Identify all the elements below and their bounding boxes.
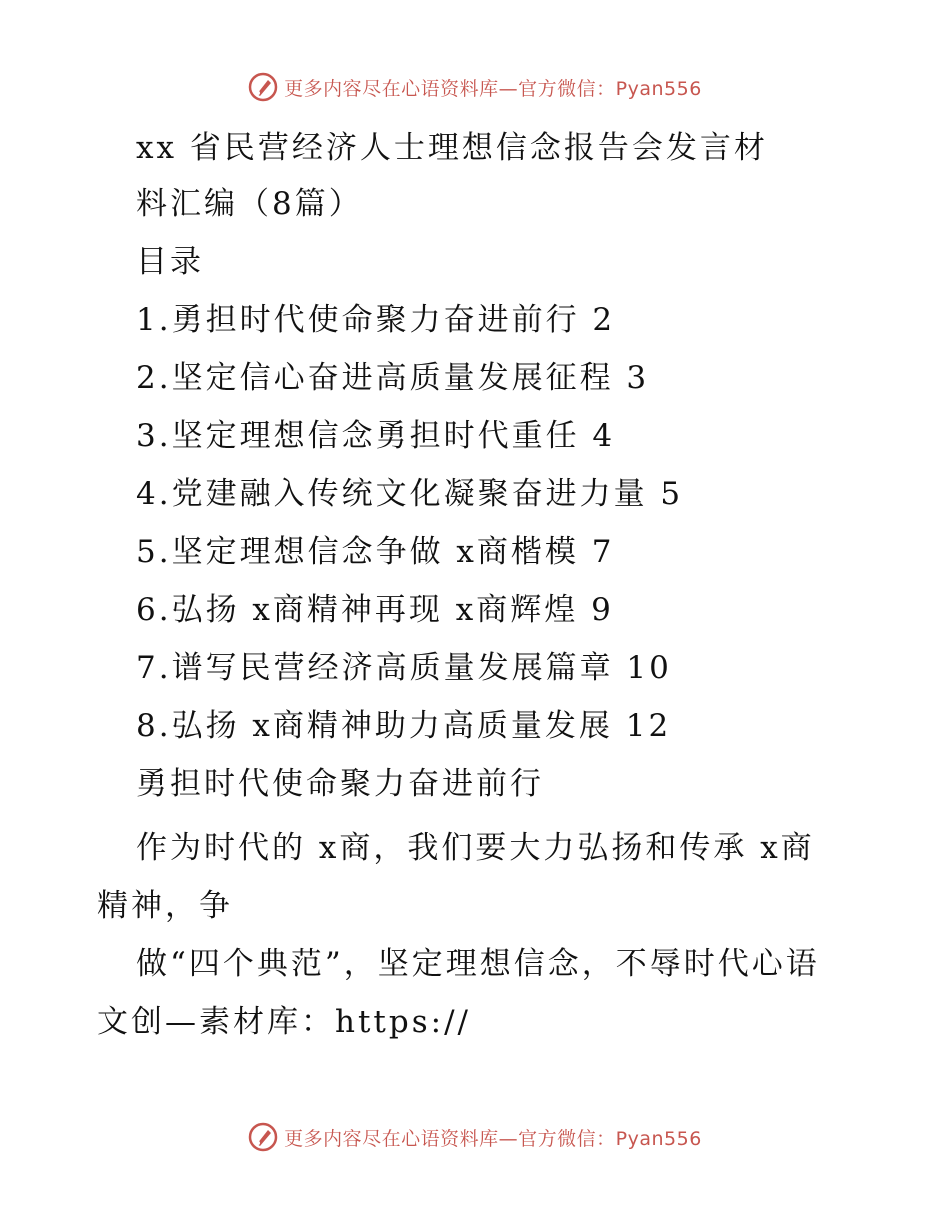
pen-logo-icon — [248, 72, 278, 102]
toc-item: 1.勇担时代使命聚力奋进前行 2 — [136, 302, 616, 338]
body-paragraph-line: 文创—素材库：https:// — [97, 1004, 471, 1040]
watermark-header — [0, 72, 950, 102]
watermark-footer — [0, 1122, 950, 1152]
toc-item: 4.党建融入传统文化凝聚奋进力量 5 — [136, 476, 684, 512]
document-title-line-1: xx 省民营经济人士理想信念报告会发言材 — [136, 130, 768, 166]
watermark-text: 更多内容尽在心语资料库—官方微信：Pyan556 — [284, 77, 702, 100]
section-heading: 勇担时代使命聚力奋进前行 — [136, 766, 544, 802]
body-paragraph-line: 做“四个典范”，坚定理想信念，不辱时代心语 — [136, 946, 820, 982]
toc-item: 7.谱写民营经济高质量发展篇章 10 — [136, 650, 672, 686]
pen-logo-icon — [248, 1122, 278, 1152]
toc-heading: 目录 — [136, 244, 204, 280]
toc-item: 5.坚定理想信念争做 x商楷模 7 — [136, 534, 615, 570]
watermark-text: 更多内容尽在心语资料库—官方微信：Pyan556 — [284, 1127, 702, 1150]
toc-item: 2.坚定信心奋进高质量发展征程 3 — [136, 360, 650, 396]
toc-item: 3.坚定理想信念勇担时代重任 4 — [136, 418, 616, 454]
document-title-line-2: 料汇编（8篇） — [136, 186, 363, 222]
toc-item: 8.弘扬 x商精神助力高质量发展 12 — [136, 708, 672, 744]
body-paragraph-line: 精神，争 — [97, 888, 233, 924]
body-paragraph-line: 作为时代的 x商，我们要大力弘扬和传承 x商 — [136, 830, 815, 866]
toc-item: 6.弘扬 x商精神再现 x商辉煌 9 — [136, 592, 614, 628]
